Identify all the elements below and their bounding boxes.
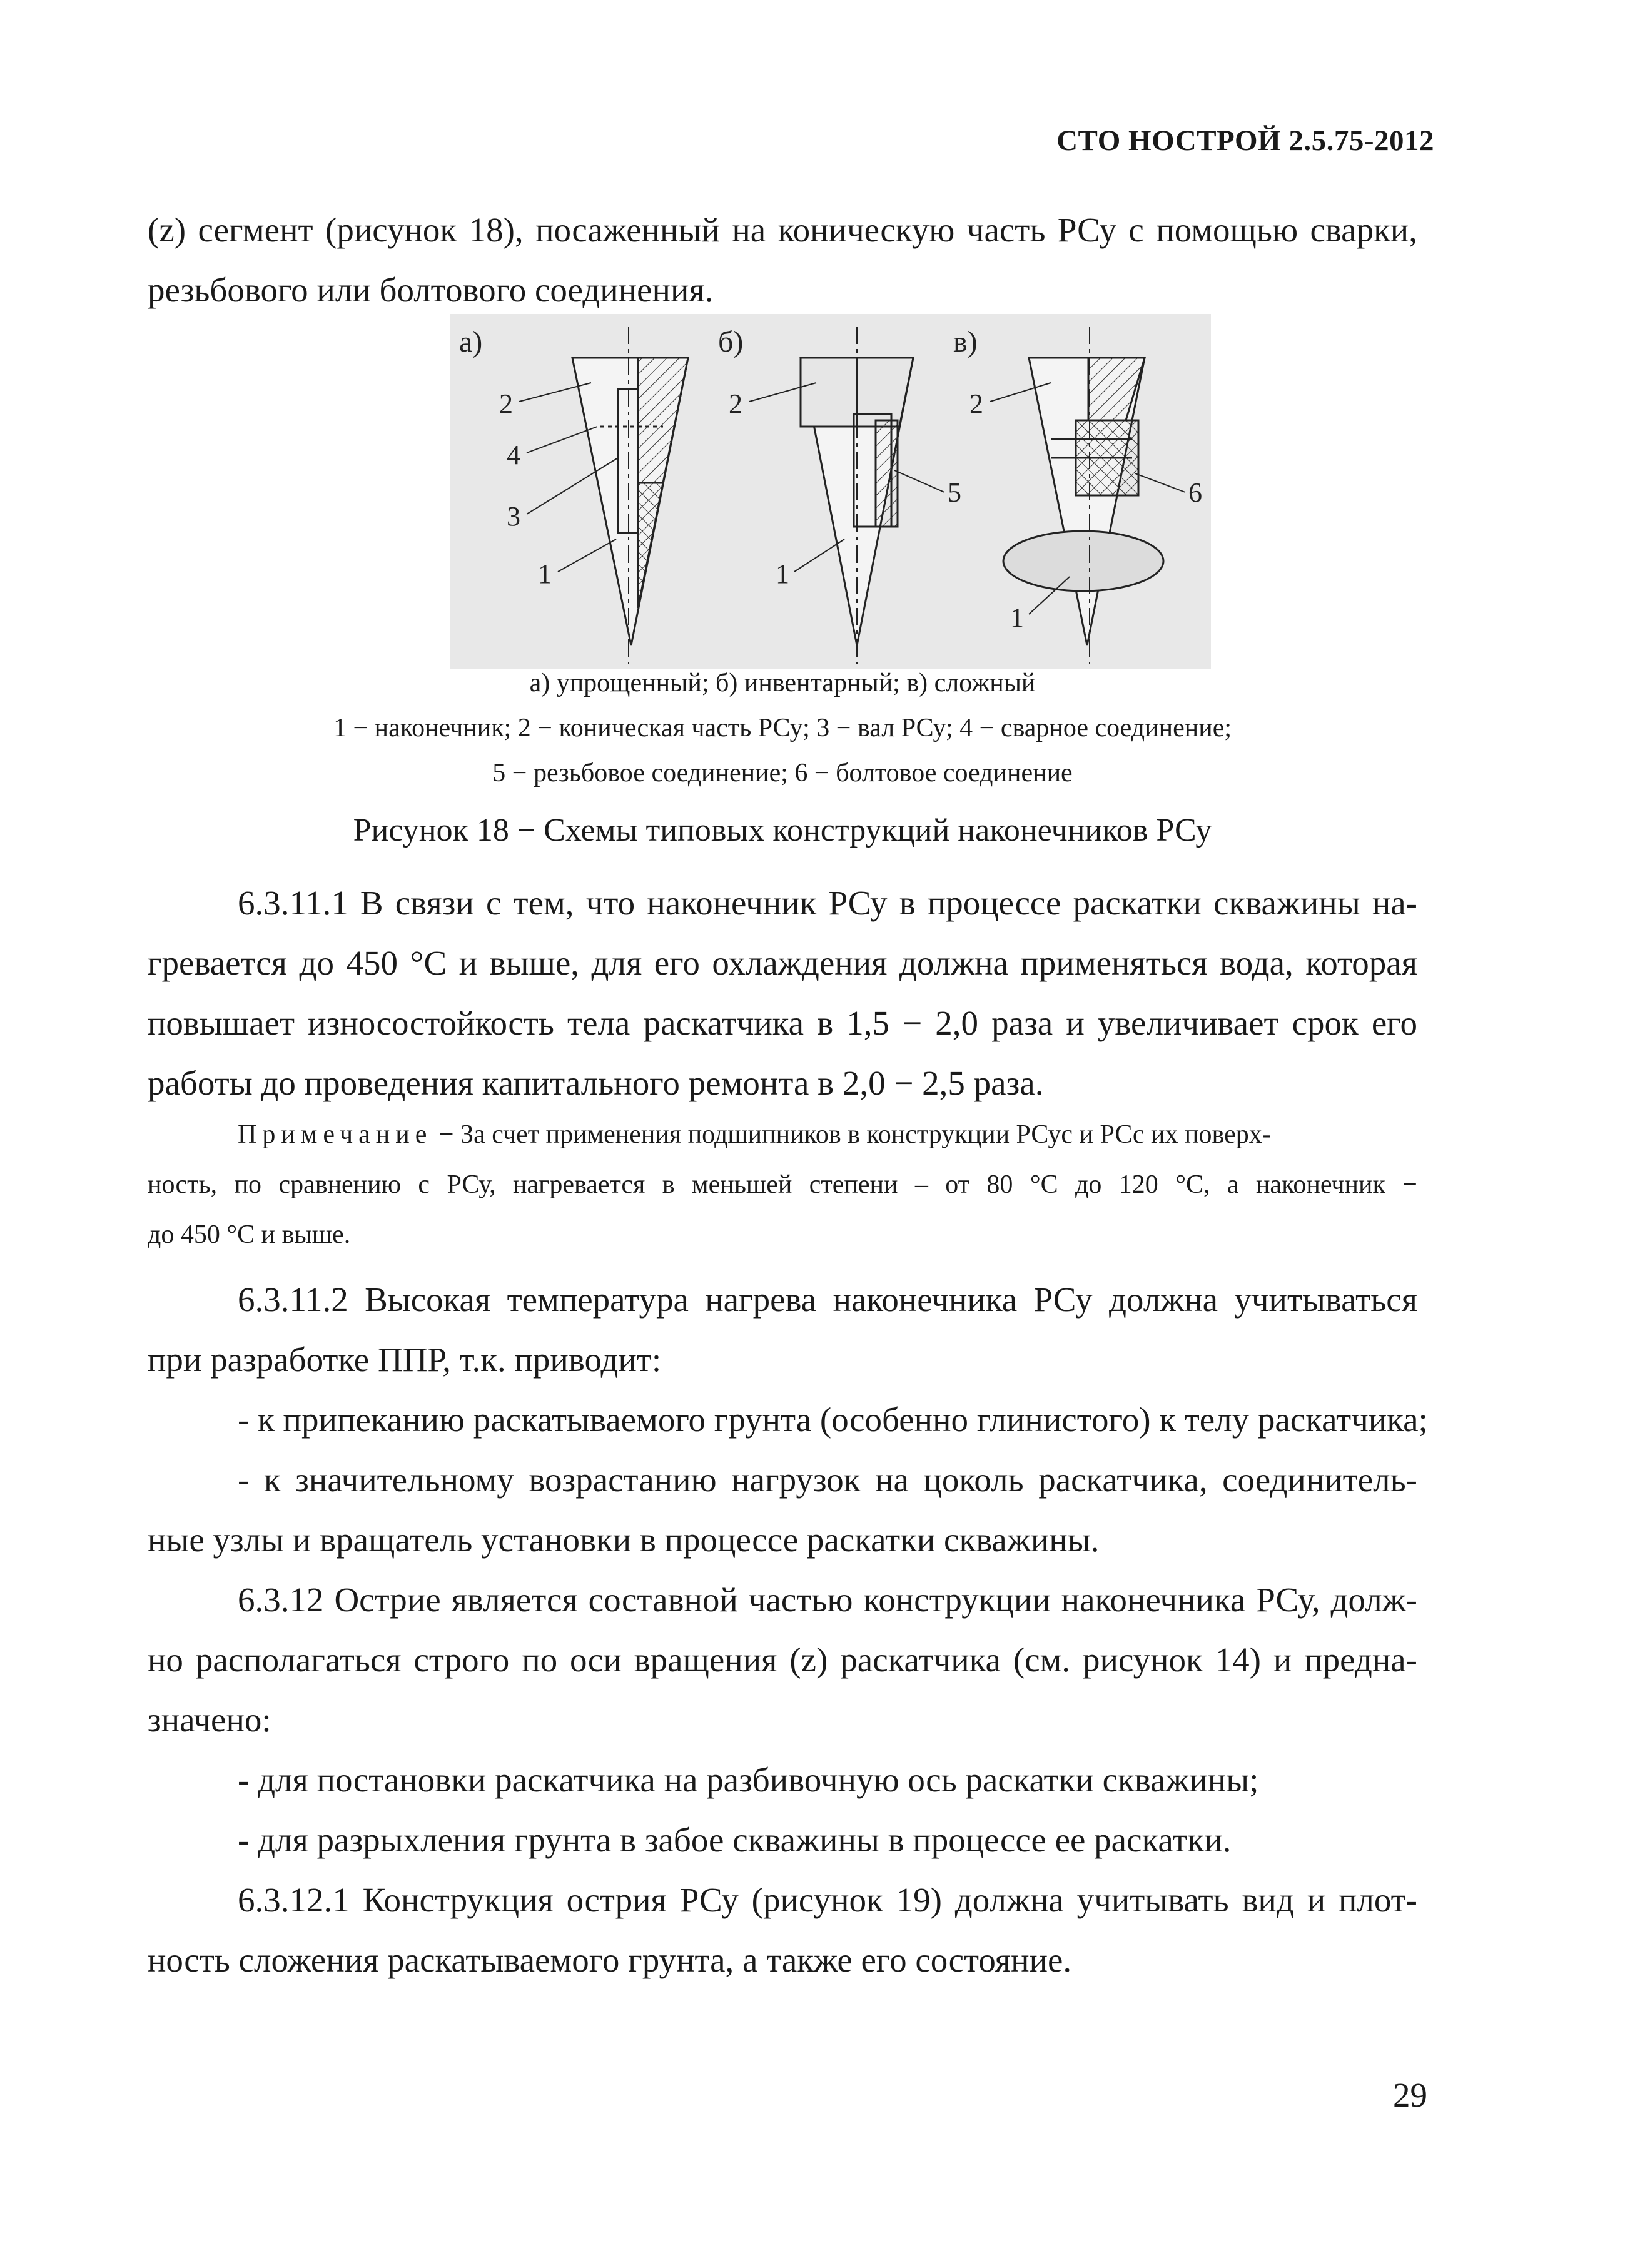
callout-c-6: 6: [1188, 477, 1202, 508]
list-item-loosening: - для разрыхления грунта в забое скважины в процессе ее раскатки.: [238, 1821, 1232, 1859]
panel-a-drawing: [572, 327, 688, 664]
panel-label-a: а): [459, 325, 483, 358]
panel-label-b: б): [718, 325, 744, 358]
figure-caption-legend-2: 5 − резьбовое соединение; 6 − болтовое соединение: [492, 759, 1073, 787]
p-6-3-11-1-line-3: повышает износостойкость тела раскатчика в 1,5 − 2,0 раза и увеличивает срок его: [148, 1004, 1417, 1042]
note-line-3: до 450 °С и выше.: [148, 1220, 351, 1249]
callout-c-2: 2: [969, 388, 983, 419]
list-item-loads-line-1: - к значительному возрастанию нагрузок на цоколь раскатчика, соединитель-: [238, 1461, 1417, 1499]
p-6-3-12-1-line-2: ность сложения раскатываемого грунта, а также его состояние.: [148, 1941, 1072, 1979]
intro-line-2: резьбового или болтового соединения.: [148, 271, 714, 309]
p-6-3-12-1-line-1: 6.3.12.1 Конструкция острия РСу (рисунок 19) должна учитывать вид и плот-: [238, 1881, 1417, 1919]
intro-line-1: (z) сегмент (рисунок 18), посаженный на коническую часть РСу с помощью сварки,: [148, 211, 1417, 249]
p-6-3-12-line-3: значено:: [148, 1701, 271, 1739]
document-code-header: СТО НОСТРОЙ 2.5.75-2012: [1056, 124, 1434, 157]
list-item-loads-line-2: ные узлы и вращатель установки в процессе раскатки скважины.: [148, 1521, 1100, 1559]
panel-c-drawing: [1003, 327, 1163, 664]
p-6-3-11-2-line-1: 6.3.11.2 Высокая температура нагрева наконечника РСу должна учитываться: [238, 1280, 1417, 1319]
note-label: Примечание: [238, 1120, 433, 1149]
callout-a-4: 4: [507, 440, 520, 470]
callout-a-1: 1: [538, 559, 552, 589]
note-line-1: [238, 1120, 1417, 1150]
p-6-3-11-1-line-2: гревается до 450 °С и выше, для его охлаждения должна применяться вода, которая: [148, 944, 1417, 982]
callout-b-2: 2: [729, 388, 742, 419]
figure-title: Рисунок 18 − Схемы типовых конструкций наконечников РСу: [353, 813, 1212, 848]
p-6-3-11-2-line-2: при разработке ППР, т.к. приводит:: [148, 1340, 662, 1379]
p-6-3-11-1-line-1: 6.3.11.1 В связи с тем, что наконечник РСу в процессе раскатки скважины на-: [238, 884, 1417, 922]
callout-b-5: 5: [948, 477, 961, 508]
figure-caption-legend-1: 1 − наконечник; 2 − коническая часть РСу; 3 − вал РСу; 4 − сварное соединение;: [333, 714, 1232, 742]
callout-a-2: 2: [499, 388, 513, 419]
callout-b-1: 1: [776, 559, 789, 589]
p-6-3-12-line-2: но располагаться строго по оси вращения (z) раскатчика (см. рисунок 14) и предна-: [148, 1641, 1417, 1679]
figure-caption-variants: а) упрощенный; б) инвентарный; в) сложный: [529, 669, 1036, 697]
note-line-2: ность, по сравнению с РСу, нагревается в меньшей степени – от 80 °С до 120 °С, а наконечник −: [148, 1170, 1417, 1199]
page-number: 29: [1393, 2076, 1427, 2114]
p-6-3-11-1-line-4: работы до проведения капитального ремонта в 2,0 − 2,5 раза.: [148, 1064, 1044, 1102]
p-6-3-12-line-1: 6.3.12 Острие является составной частью конструкции наконечника РСу, долж-: [238, 1581, 1417, 1619]
list-item-baking: - к припеканию раскатываемого грунта (особенно глинистого) к телу раскатчика;: [238, 1400, 1428, 1439]
list-item-axis: - для постановки раскатчика на разбивочную ось раскатки скважины;: [238, 1761, 1259, 1799]
callout-c-1: 1: [1010, 602, 1024, 633]
panel-label-c: в): [953, 325, 978, 358]
note-line-1-text: − За счет применения подшипников в конструкции РСус и РСс их поверх-: [432, 1120, 1271, 1149]
figure-18-diagram: [450, 314, 1211, 669]
callout-a-3: 3: [507, 501, 520, 532]
panel-b-drawing: [801, 327, 913, 664]
